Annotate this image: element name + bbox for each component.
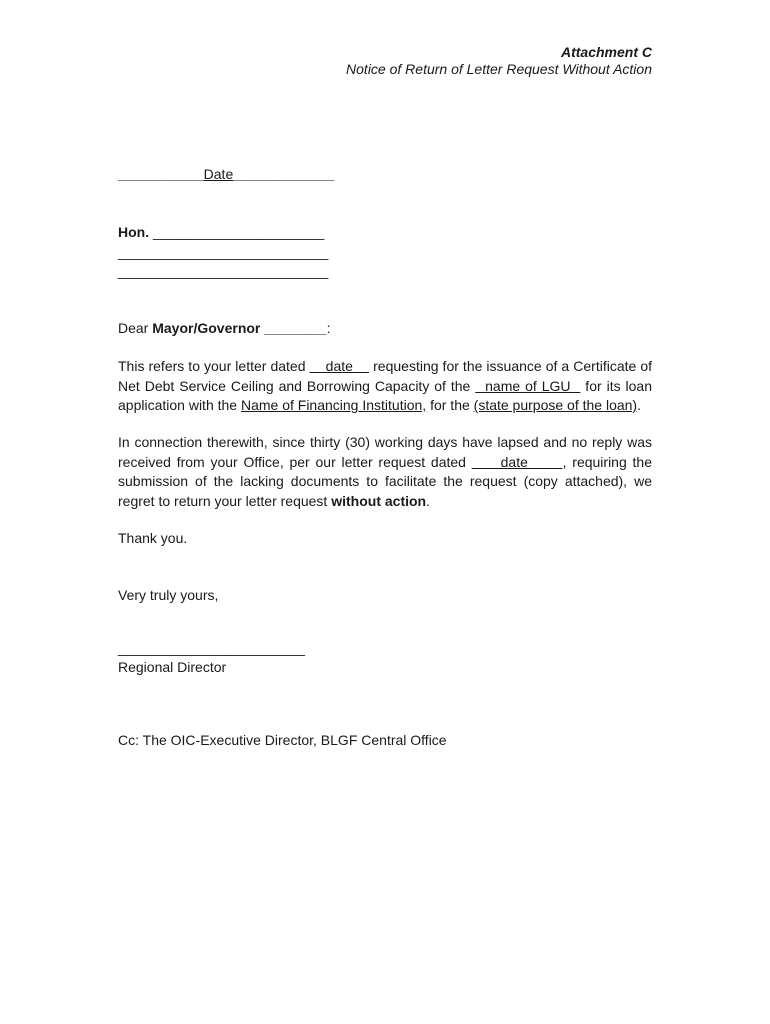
attachment-subtitle: Notice of Return of Letter Request Without Action <box>346 61 652 77</box>
p1-lgu: name of LGU <box>475 377 581 394</box>
p2-emphasis: without action <box>331 492 427 509</box>
p1-text-2: requesting for the issuance of a Certificate of Net Debt Service Ceiling and Borrowing Capacity of the <box>118 358 652 394</box>
date-trail-blank: _____________ <box>233 166 335 182</box>
signature-title: Regional Director <box>118 659 227 675</box>
hon-label: Hon. <box>118 224 150 240</box>
closing-line: Very truly yours, <box>118 587 219 603</box>
salutation-blank: ________ <box>260 320 327 336</box>
paragraph-reference <box>118 357 652 416</box>
address-line-2: ___________________________ <box>118 243 329 260</box>
salutation-title: Mayor/Governor <box>152 320 261 336</box>
p1-text-3: for its loan application with the <box>118 377 652 413</box>
p1-date: date <box>309 358 370 374</box>
paragraph-connection <box>118 433 652 511</box>
cc-line: Cc: The OIC-Executive Director, BLGF Central Office <box>118 732 447 748</box>
date-label: Date <box>203 166 234 182</box>
signature-line: ________________________ <box>118 640 305 656</box>
p1-text-5: . <box>637 397 641 413</box>
p2-text-2: requiring the submission of the lacking documents to facilitate the request (copy attached), we regret to return your letter request <box>118 453 653 509</box>
date-lead-blank: ___________ <box>118 166 204 182</box>
attachment-header <box>346 44 652 78</box>
date-field <box>118 165 652 185</box>
salutation-colon: : <box>326 320 331 336</box>
p1-institution: Name of Financing Institution, <box>240 397 427 413</box>
thanks-line: Thank you. <box>118 530 188 546</box>
p2-date: date , <box>471 453 567 470</box>
signature-block <box>118 639 652 677</box>
p2-text-3: . <box>426 492 430 509</box>
salutation-dear: Dear <box>118 320 153 336</box>
attachment-label: Attachment C <box>560 44 652 60</box>
p1-purpose: (state purpose of the loan) <box>473 397 638 413</box>
address-line-3: ___________________________ <box>118 263 329 279</box>
hon-line <box>118 223 652 243</box>
salutation <box>118 319 652 339</box>
p2-text-1: In connection therewith, since thirty (30) working days have lapsed and no reply was received from your Office, per our letter request dated <box>118 434 652 470</box>
addressee-block <box>118 223 652 282</box>
p1-text-4: for the <box>426 397 474 413</box>
hon-blank: ______________________ <box>153 224 325 240</box>
p1-text-1: This refers to your letter dated <box>118 358 310 374</box>
